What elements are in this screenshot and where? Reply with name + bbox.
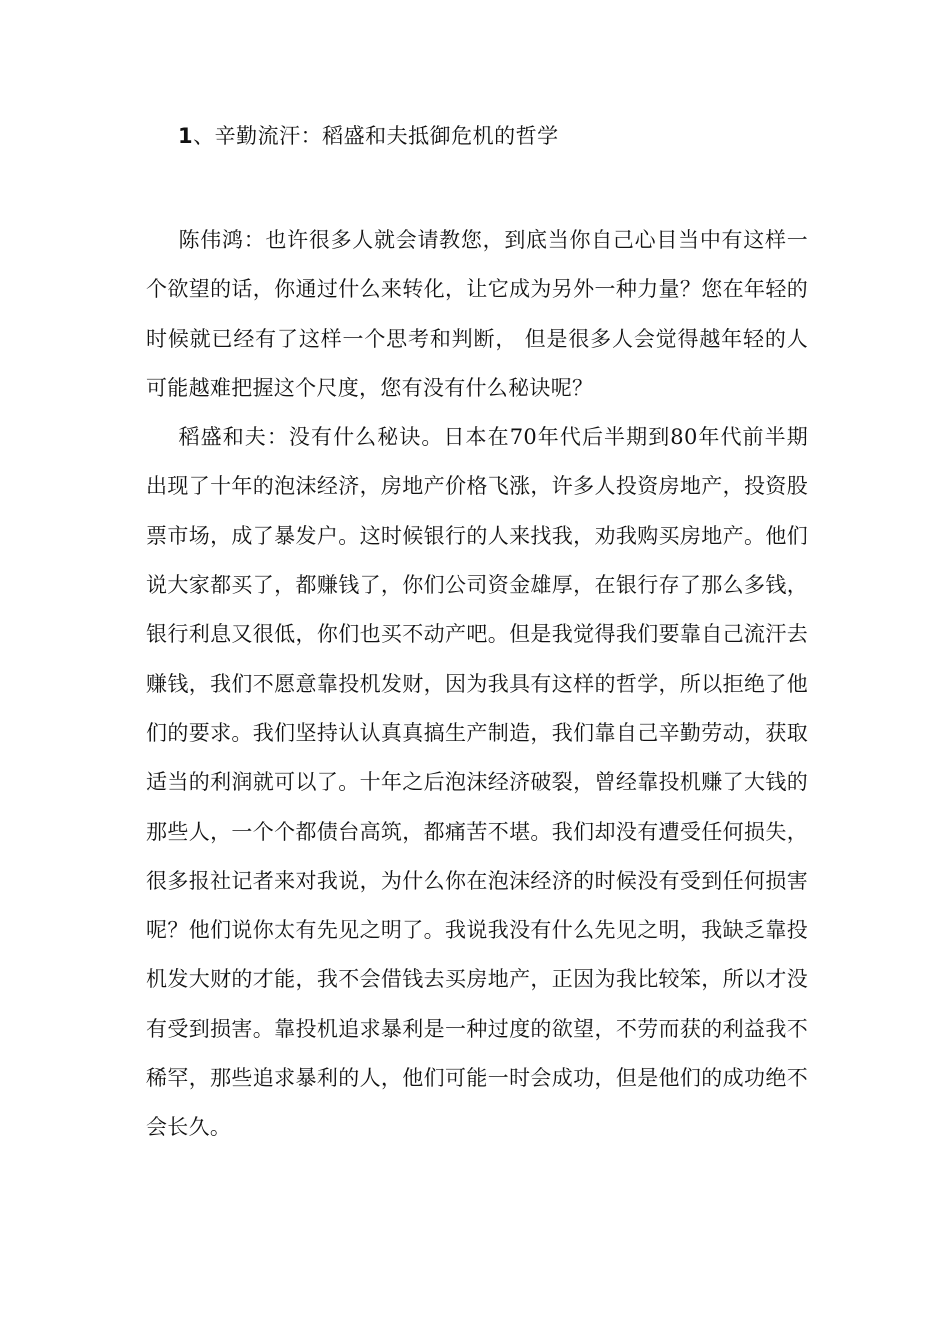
paragraph-interview-answer: 稻盛和夫：没有什么秘诀。日本在70年代后半期到80年代前半期出现了十年的泡沫经济，房地产价格飞涨，许多人投资房地产，投资股票市场，成了暴发户。这时候银行的人来找我，劝我购买房地产。他们说大家都买了，都赚钱了，你们公司资金雄厚，在银行存了那么多钱，银行利息又很低，你们也买不动产吧。但是我觉得我们要靠自己流汗去赚钱，我们不愿意靠投机发财，因为我具有这样的哲学，所以拒绝了他们的要求。我们坚持认认真真搞生产制造，我们靠自己辛勤劳动，获取适当的利润就可以了。十年之后泡沫经济破裂，曾经靠投机赚了大钱的那些人，一个个都债台高筑，都痛苦不堪。我们却没有遭受任何损失，很多报社记者来对我说，为什么你在泡沫经济的时候没有受到任何损害呢？他们说你太有先见之明了。我说我没有什么先见之明，我缺乏靠投机发大财的才能，我不会借钱去买房地产，正因为我比较笨，所以才没有受到损害。靠投机追求暴利是一种过度的欲望，不劳而获的利益我不稀罕，那些追求暴利的人，他们可能一时会成功，但是他们的成功绝不会长久。 — [146, 425, 808, 1140]
section-number: 1 — [178, 124, 194, 148]
paragraph-interview-question: 陈伟鸿：也许很多人就会请教您，到底当你自己心目当中有这样一个欲望的话，你通过什么来转化，让它成为另外一种力量？您在年轻的时候就已经有了这样一个思考和判断， 但是很多人会觉得越年轻的人可能越难把握这个尺度，您有没有什么秘诀呢？ — [146, 228, 808, 400]
section-title: 、辛勤流汗：稻盛和夫抵御危机的哲学 — [193, 124, 559, 148]
body-text — [146, 216, 808, 1153]
section-heading — [178, 118, 559, 154]
